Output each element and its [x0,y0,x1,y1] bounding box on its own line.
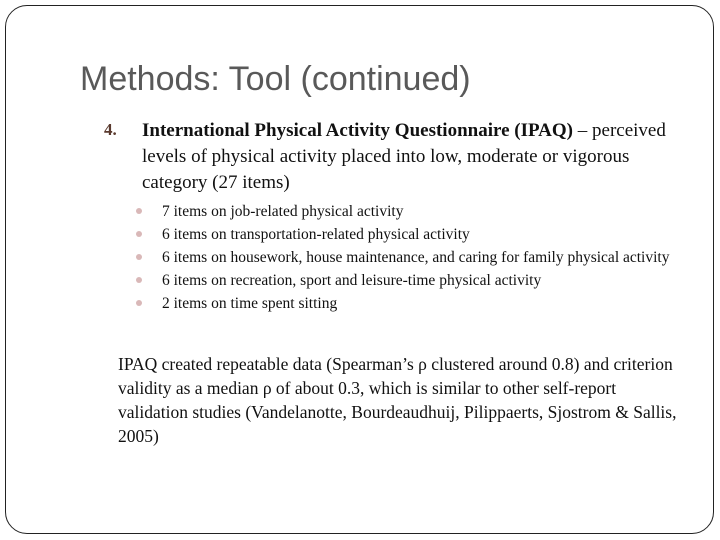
list-item: 6 items on recreation, sport and leisure-time physical activity [130,269,670,292]
list-item: 6 items on housework, house maintenance, and caring for family physical activity [130,246,670,269]
item-number: 4. [104,120,117,139]
heading-bold: International Physical Activity Questionnaire (IPAQ) [142,120,574,141]
summary-paragraph: IPAQ created repeatable data (Spearman’s ρ clustered around 0.8) and criterion validity as a median ρ of about 0.3, which is similar to other self-report validation studies (Vandelanotte, Bourdeaudhuij, Pilippaerts, Sjostrom & Sallis, 2005) [118,354,677,446]
slide-title: Methods: Tool (continued) [80,60,471,98]
bullet-icon [136,254,142,260]
list-item: 6 items on transportation-related physical activity [130,223,670,246]
heading-rest: – perceived levels of physical activity placed into low, moderate or vigorous category (27 items) [142,120,666,193]
bullet-icon [136,208,142,214]
bullet-icon [136,277,142,283]
list-item: 2 items on time spent sitting [130,292,670,315]
list-item: 7 items on job-related physical activity [130,200,670,223]
bullet-list [130,200,670,315]
bullet-icon [136,231,142,237]
item-heading [142,118,682,196]
bullet-icon [136,300,142,306]
